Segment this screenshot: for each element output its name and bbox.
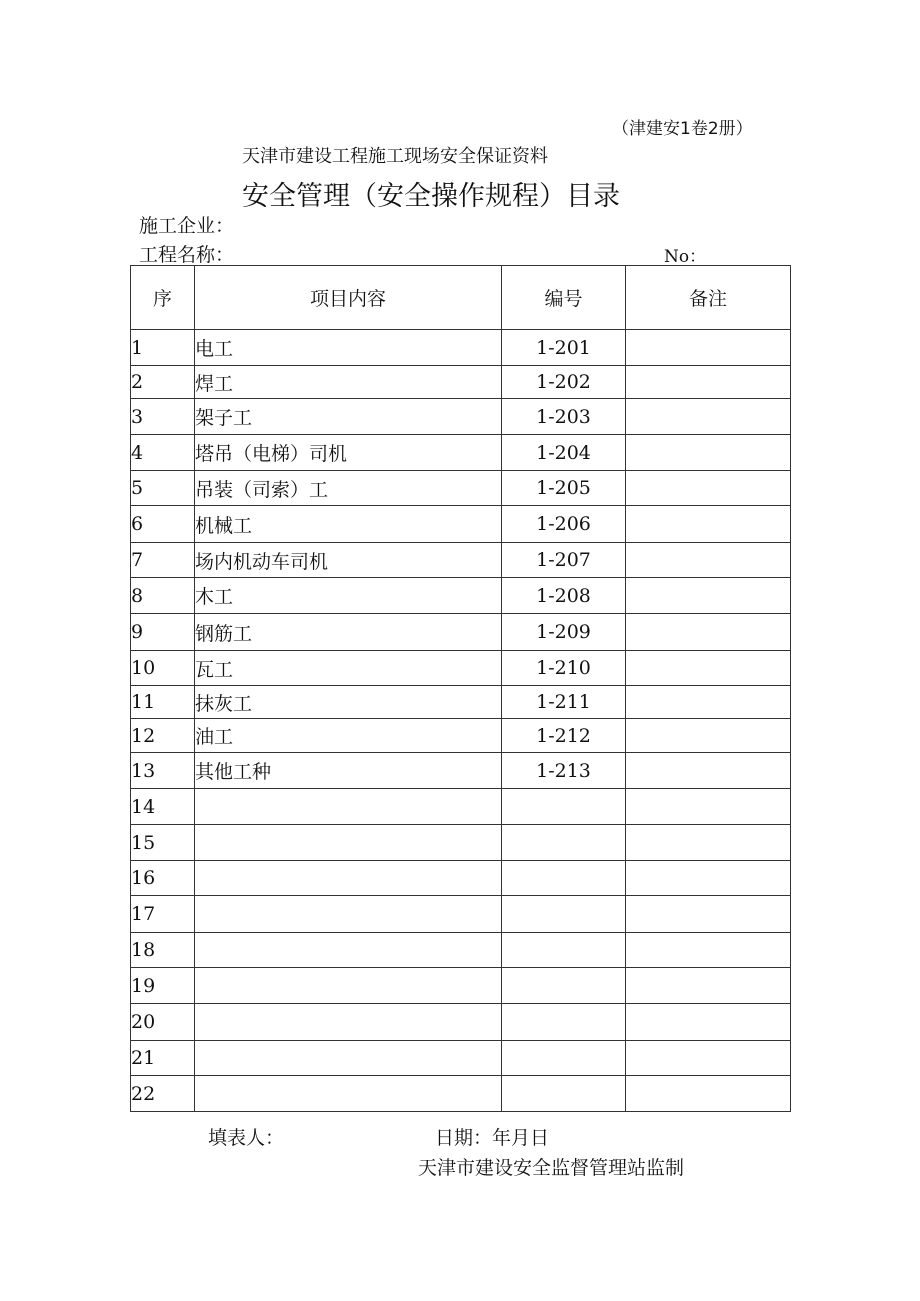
row-note-cell <box>626 471 791 506</box>
row-note-cell <box>626 651 791 686</box>
row-code-cell: 1-213 <box>502 753 626 789</box>
row-item-cell <box>195 825 502 861</box>
row-note-cell <box>626 686 791 719</box>
table-row <box>131 861 791 896</box>
row-note-cell <box>626 578 791 614</box>
row-code-cell: 1-205 <box>502 471 626 506</box>
row-code-cell: 1-210 <box>502 651 626 686</box>
table-row <box>131 366 791 399</box>
table-row <box>131 1004 791 1041</box>
row-code-cell: 1-207 <box>502 543 626 578</box>
row-item-cell: 电工 <box>195 330 502 366</box>
row-seq-cell: 13 <box>131 753 195 789</box>
row-note-cell <box>626 719 791 753</box>
table-row <box>131 578 791 614</box>
row-seq-cell: 7 <box>131 543 195 578</box>
row-seq-cell: 19 <box>131 968 195 1004</box>
row-note-cell <box>626 543 791 578</box>
row-item-cell <box>195 968 502 1004</box>
table-row <box>131 686 791 719</box>
number-label: No： <box>664 247 707 267</box>
row-note-cell <box>626 968 791 1004</box>
row-seq-cell: 4 <box>131 435 195 471</box>
row-code-cell <box>502 789 626 825</box>
row-seq-cell: 21 <box>131 1041 195 1076</box>
row-seq-cell: 16 <box>131 861 195 896</box>
table-row <box>131 968 791 1004</box>
volume-label: （津建安1卷2册） <box>612 119 753 139</box>
table-row <box>131 933 791 968</box>
row-item-cell: 吊装（司索）工 <box>195 471 502 506</box>
row-code-cell: 1-212 <box>502 719 626 753</box>
column-header-seq: 序 <box>131 266 195 330</box>
issuer-label: 天津市建设安全监督管理站监制 <box>418 1157 685 1179</box>
row-code-cell <box>502 968 626 1004</box>
project-name-label: 工程名称： <box>139 244 235 266</box>
row-seq-cell: 10 <box>131 651 195 686</box>
row-code-cell: 1-203 <box>502 399 626 435</box>
table-row <box>131 506 791 543</box>
row-seq-cell: 5 <box>131 471 195 506</box>
row-seq-cell: 1 <box>131 330 195 366</box>
table-row <box>131 435 791 471</box>
row-code-cell: 1-211 <box>502 686 626 719</box>
row-note-cell <box>626 1041 791 1076</box>
row-item-cell <box>195 1076 502 1112</box>
row-code-cell <box>502 1076 626 1112</box>
row-seq-cell: 14 <box>131 789 195 825</box>
row-item-cell: 抹灰工 <box>195 686 502 719</box>
row-seq-cell: 8 <box>131 578 195 614</box>
row-code-cell <box>502 933 626 968</box>
row-note-cell <box>626 366 791 399</box>
row-seq-cell: 11 <box>131 686 195 719</box>
table-row <box>131 614 791 651</box>
row-note-cell <box>626 1004 791 1041</box>
row-item-cell: 机械工 <box>195 506 502 543</box>
row-code-cell <box>502 1004 626 1041</box>
row-seq-cell: 17 <box>131 896 195 933</box>
row-note-cell <box>626 614 791 651</box>
table-row <box>131 719 791 753</box>
row-item-cell <box>195 896 502 933</box>
table-row <box>131 1076 791 1112</box>
row-code-cell: 1-202 <box>502 366 626 399</box>
column-header-code: 编号 <box>502 266 626 330</box>
row-code-cell <box>502 861 626 896</box>
row-code-cell <box>502 1041 626 1076</box>
table-row <box>131 543 791 578</box>
column-header-note: 备注 <box>626 266 791 330</box>
table-row <box>131 471 791 506</box>
row-item-cell <box>195 789 502 825</box>
row-item-cell: 木工 <box>195 578 502 614</box>
table-row <box>131 896 791 933</box>
row-seq-cell: 2 <box>131 366 195 399</box>
row-seq-cell: 6 <box>131 506 195 543</box>
row-seq-cell: 18 <box>131 933 195 968</box>
row-note-cell <box>626 933 791 968</box>
date-label: 日期：年月日 <box>435 1127 550 1149</box>
row-item-cell: 油工 <box>195 719 502 753</box>
row-seq-cell: 22 <box>131 1076 195 1112</box>
row-seq-cell: 3 <box>131 399 195 435</box>
row-item-cell: 塔吊（电梯）司机 <box>195 435 502 471</box>
row-note-cell <box>626 896 791 933</box>
row-item-cell <box>195 1041 502 1076</box>
company-label: 施工企业： <box>139 215 235 237</box>
table-row <box>131 399 791 435</box>
table-row <box>131 789 791 825</box>
row-item-cell <box>195 933 502 968</box>
row-code-cell <box>502 896 626 933</box>
row-note-cell <box>626 399 791 435</box>
row-note-cell <box>626 861 791 896</box>
table-row <box>131 825 791 861</box>
row-code-cell: 1-208 <box>502 578 626 614</box>
row-seq-cell: 20 <box>131 1004 195 1041</box>
row-note-cell <box>626 753 791 789</box>
table-row <box>131 651 791 686</box>
row-note-cell <box>626 506 791 543</box>
row-code-cell: 1-209 <box>502 614 626 651</box>
row-item-cell <box>195 1004 502 1041</box>
row-item-cell: 架子工 <box>195 399 502 435</box>
row-code-cell: 1-206 <box>502 506 626 543</box>
document-title: 安全管理（安全操作规程）目录 <box>242 181 620 212</box>
row-code-cell: 1-204 <box>502 435 626 471</box>
table-row <box>131 753 791 789</box>
row-item-cell: 其他工种 <box>195 753 502 789</box>
row-note-cell <box>626 789 791 825</box>
row-note-cell <box>626 825 791 861</box>
row-item-cell <box>195 861 502 896</box>
toc-table <box>130 265 791 1112</box>
document-subtitle: 天津市建设工程施工现场安全保证资料 <box>242 146 548 167</box>
row-item-cell: 钢筋工 <box>195 614 502 651</box>
row-code-cell: 1-201 <box>502 330 626 366</box>
table-row <box>131 330 791 366</box>
row-item-cell: 瓦工 <box>195 651 502 686</box>
row-note-cell <box>626 330 791 366</box>
table-body <box>131 330 791 1112</box>
column-header-item: 项目内容 <box>195 266 502 330</box>
filler-label: 填表人： <box>208 1127 285 1149</box>
row-seq-cell: 9 <box>131 614 195 651</box>
row-item-cell: 场内机动车司机 <box>195 543 502 578</box>
table-row <box>131 1041 791 1076</box>
row-code-cell <box>502 825 626 861</box>
row-seq-cell: 12 <box>131 719 195 753</box>
row-item-cell: 焊工 <box>195 366 502 399</box>
table-header-row <box>131 266 791 330</box>
row-note-cell <box>626 1076 791 1112</box>
row-seq-cell: 15 <box>131 825 195 861</box>
row-note-cell <box>626 435 791 471</box>
